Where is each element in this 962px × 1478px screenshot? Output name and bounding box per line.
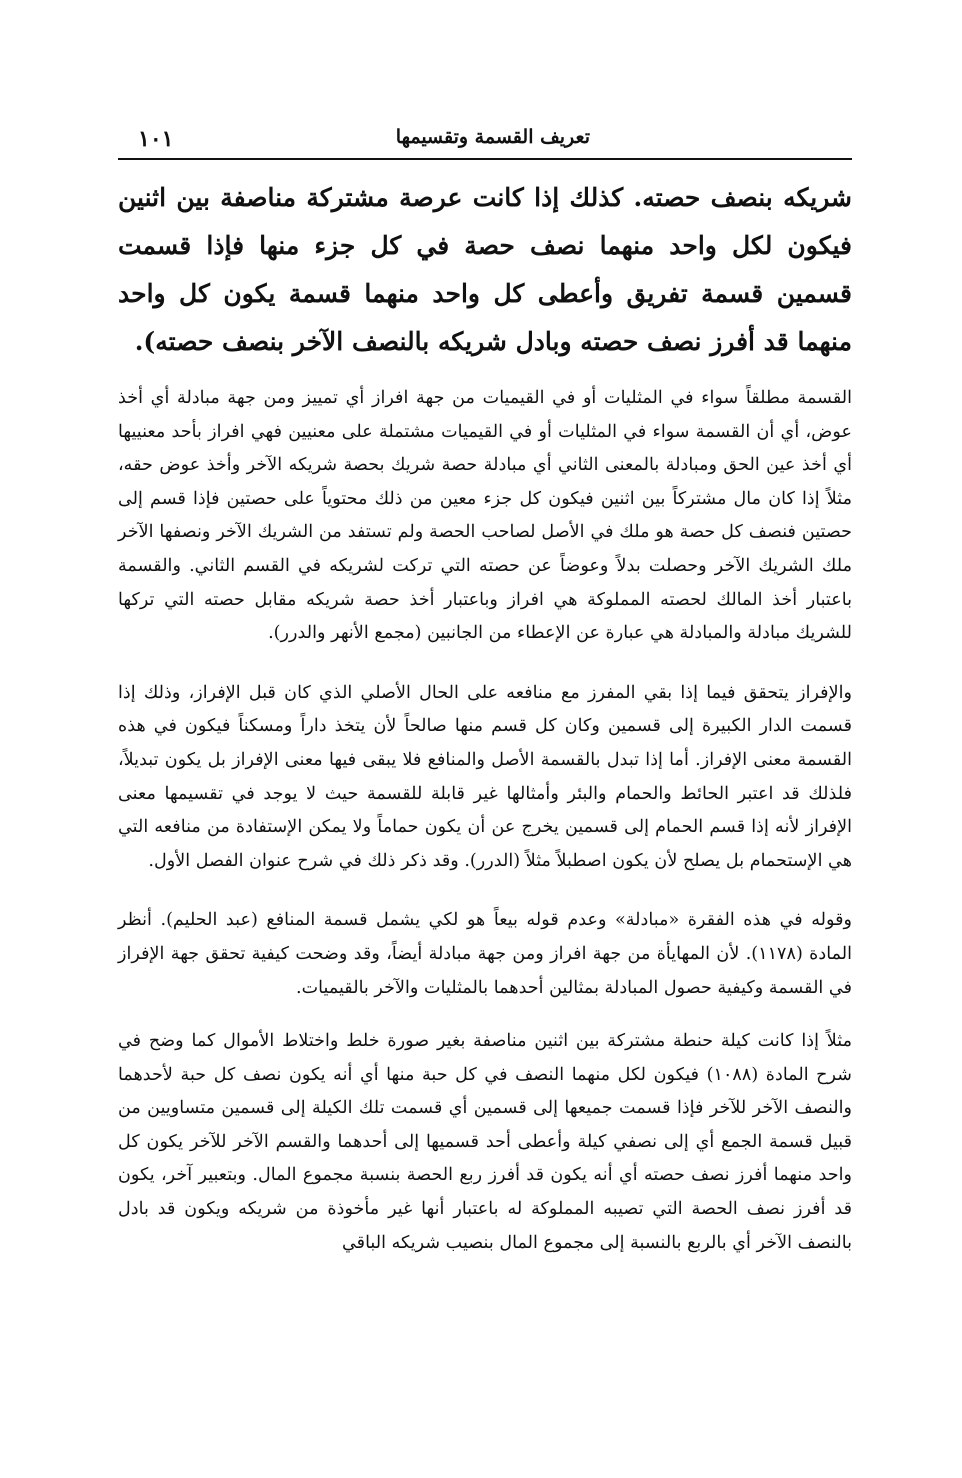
page-header-title: تعريف القسمة وتقسيمها (395, 126, 590, 148)
page-number: ١٠١ (138, 126, 174, 152)
commentary-paragraph: والإفراز يتحقق فيما إذا بقي المفرز مع منافعه على الحال الأصلي الذي كان قبل الإفراز، وذلك إذا قسمت الدار الكبيرة إلى قسمين وكان كل قسم منها صالحاً لأن يتخذ داراً ومسكناً فيكون في هذه القسمة معنى الإفراز. أما إذا تبدل بالقسمة الأصل والمنافع فلا يبقى فيها معنى الإفراز بل يكون تبديلاً، فلذلك قد اعتبر الحائط والحمام والبئر وأمثالها غير قابلة للقسمة حيث لا يوجد في تقسيمها معنى الإفراز لأنه إذا قسم الحمام إلى قسمين يخرج عن أن يكون حماماً ولا يمكن الإستفادة من منافعه التي هي الإستحمام بل يصلح لأن يكون اصطبلاً مثلاً (الدرر). وقد ذكر ذلك في شرح عنوان الفصل الأول. (118, 682, 852, 871)
commentary-paragraph: وقوله في هذه الفقرة «مبادلة» وعدم قوله بيعاً هو لكي يشمل قسمة المنافع (عبد الحليم). أنظر المادة (١١٧٨). لأن المهايأة من جهة افراز ومن جهة مبادلة أيضاً، وقد وضحت كيفية تحقق جهة الإفراز في القسمة وكيفية حصول المبادلة بمثالين أحدهما بالمثليات والآخر بالقيميات. (118, 910, 852, 998)
running-header (118, 118, 852, 160)
page (118, 118, 852, 1260)
commentary-paragraph: مثلاً إذا كانت كيلة حنطة مشتركة بين اثنين مناصفة بغير صورة خلط واختلاط الأموال كما وضح في شرح المادة (١٠٨٨) فيكون لكل منهما النصف في كل حبة منها أي أنه يكون نصف كل حبة لأحدهما والنصف الآخر للآخر فإذا قسمت جميعها إلى قسمين أي قسمت تلك الكيلة إلى قسمين متساويين من قبيل قسمة الجمع أي إلى نصفي كيلة وأعطى أحد قسميها إلى أحدهما والقسم الآخر للآخر يكون كل واحد منهما أفرز نصف حصته أي أنه يكون قد أفرز ربع الحصة بنسبة مجموع المال. وبتعبير آخر، يكون قد أفرز نصف الحصة التي تصيبه المملوكة له باعتبار أنها غير مأخوذة من شريكه ويكون قد بادل بالنصف الآخر أي بالربع بالنسبة إلى مجموع المال بنصيب شريكه الباقي (118, 1031, 852, 1253)
commentary-paragraph: القسمة مطلقاً سواء في المثليات أو في القيميات من جهة افراز أي تمييز ومن جهة مبادلة أي أخذ عوض، أي أن القسمة سواء في المثليات أو في القيميات مشتملة على معنيين فهي افراز بأحد معنييها أي أخذ عين الحق ومبادلة بالمعنى الثاني أي مبادلة حصة شريك بحصة شريكه الآخر وأخذ عوض حقه، مثلاً إذا كان مال مشتركاً بين اثنين فيكون كل جزء معين من ذلك محتوياً على حصتين فإذا قسم إلى حصتين فنصف كل حصة هو ملك في الأصل لصاحب الحصة ولم تستفد من الشريك الآخر ونصفها الآخر ملك الشريك الآخر وحصلت بدلاً وعوضاً عن حصته التي تركت لشريكه في القسم الثاني. والقسمة باعتبار أخذ المالك لحصته المملوكة هي افراز وباعتبار أخذ حصة شريكه مقابل حصته التي تركها للشريك مبادلة والمبادلة هي عبارة عن الإعطاء من الجانبين (مجمع الأنهر والدرر). (118, 388, 852, 644)
main-text-block: شريكه بنصف حصته. كذلك إذا كانت عرصة مشتركة مناصفة بين اثنين فيكون لكل واحد منهما نصف حصة في كل جزء منها فإذا قسمت قسمين قسمة تفريق وأعطى كل واحد منهما قسمة يكون كل واحد منهما قد أفرز نصف حصته وبادل شريكه بالنصف الآخر بنصف حصته). (118, 183, 852, 356)
